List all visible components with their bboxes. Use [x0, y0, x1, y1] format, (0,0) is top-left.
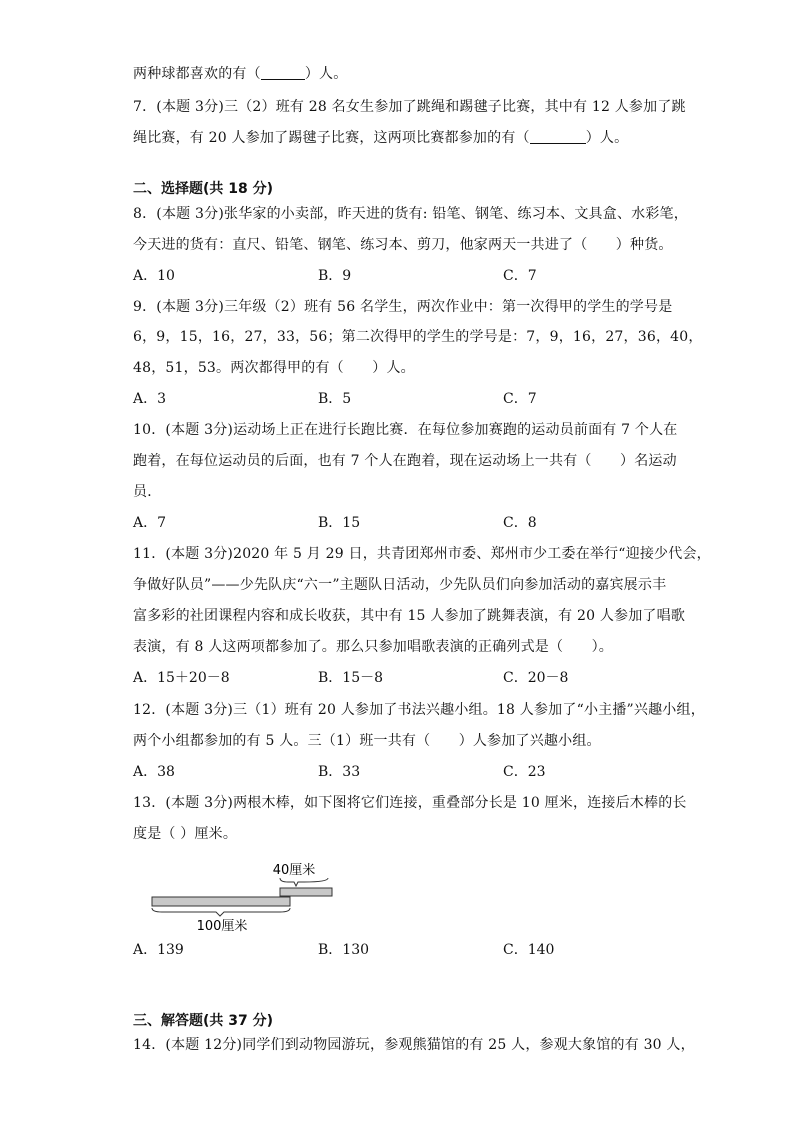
question-11-line-2: 争做好队员”——少先队庆“六一”主题队日活动，少先队员们向参加活动的嘉宾展示丰	[133, 577, 667, 593]
question-10-line-2: 跑着，在每位运动员的后面，也有 7 个人在跑着，现在运动场上一共有（ ）名运动	[133, 453, 677, 469]
long-stick	[152, 897, 290, 906]
option-c[interactable]: C．23	[503, 764, 546, 780]
option-c[interactable]: C．140	[503, 942, 555, 958]
option-a[interactable]: A．15＋20－8	[133, 670, 230, 686]
question-13-line-2: 度是（ ）厘米。	[133, 826, 238, 842]
option-a[interactable]: A．7	[133, 515, 167, 531]
question-11-line-1: 11．(本题 3分)2020 年 5 月 29 日，共青团郑州市委、郑州市少工委在举行“迎接少代会，	[133, 546, 711, 562]
top-length-label: 40厘米	[272, 863, 316, 878]
question-8-line-1: 8．(本题 3分)张华家的小卖部，昨天进的货有: 铅笔、钢笔、练习本、文具盒、水彩笔，	[133, 206, 688, 222]
question-10-line-1: 10．(本题 3分)运动场上正在进行长跑比赛．在每位参加赛跑的运动员前面有 7 个人在	[133, 422, 678, 438]
option-b[interactable]: B．33	[318, 764, 361, 780]
question-9-line-1: 9．(本题 3分)三年级（2）班有 56 名学生，两次作业中：第一次得甲的学生的学号是	[133, 299, 673, 315]
option-a[interactable]: A．139	[133, 942, 184, 958]
section-2-heading: 二、选择题(共 18 分)	[133, 181, 274, 197]
question-11-line-3: 富多彩的社团课程内容和成长收获，其中有 15 人参加了跳舞表演，有 20 人参加了唱歌	[133, 608, 686, 624]
option-b[interactable]: B．15－8	[318, 670, 384, 686]
option-c[interactable]: C．8	[503, 515, 537, 531]
question-12-line-2: 两个小组都参加的有 5 人。三（1）班一共有（ ）人参加了兴趣小组。	[133, 733, 601, 749]
question-10-line-3: 员．	[133, 484, 162, 500]
option-c[interactable]: C．7	[503, 268, 537, 284]
bottom-length-label: 100厘米	[196, 919, 248, 934]
question-7-line-2: 绳比赛，有 20 人参加了踢毽子比赛，这两项比赛都参加的有（ ）人。	[133, 130, 629, 146]
question-12-line-1: 12．(本题 3分)三（1）班有 20 人参加了书法兴趣小组。18 人参加了“小主播”兴趣小组，	[133, 702, 705, 718]
question-9-line-2: 6，9，15，16，27，33，56；第二次得甲的学生的学号是：7，9，16，27，36，40，	[133, 329, 703, 345]
question-11-line-4: 表演，有 8 人这两项都参加了。那么只参加唱歌表演的正确列式是（ ）。	[133, 639, 614, 655]
option-b[interactable]: B．5	[318, 391, 352, 407]
text-line: 两种球都喜欢的有（ ）人。	[133, 66, 348, 82]
option-c[interactable]: C．20－8	[503, 670, 569, 686]
section-3-heading: 三、解答题(共 37 分)	[133, 1013, 274, 1029]
top-brace	[280, 878, 328, 886]
question-14-line-1: 14．(本题 12分)同学们到动物园游玩，参观熊猫馆的有 25 人，参观大象馆的有 30 人，	[133, 1037, 695, 1053]
option-a[interactable]: A．10	[133, 268, 175, 284]
option-a[interactable]: A．38	[133, 764, 175, 780]
question-7-line-1: 7．(本题 3分)三（2）班有 28 名女生参加了跳绳和踢毽子比赛，其中有 12 人参加了跳	[133, 99, 686, 115]
answer-blank[interactable]	[530, 129, 586, 144]
question-8-line-2: 今天进的货有：直尺、铅笔、钢笔、练习本、剪刀，他家两天一共进了（ ）种货。	[133, 237, 673, 253]
option-a[interactable]: A．3	[133, 391, 167, 407]
bottom-brace	[152, 908, 290, 916]
wooden-sticks-figure	[148, 860, 348, 940]
option-b[interactable]: B．15	[318, 515, 361, 531]
question-13-line-1: 13．(本题 3分)两根木棒，如下图将它们连接，重叠部分长是 10 厘米，连接后木棒的长	[133, 795, 687, 811]
option-c[interactable]: C．7	[503, 391, 537, 407]
answer-blank[interactable]	[261, 65, 305, 80]
option-b[interactable]: B．9	[318, 268, 352, 284]
short-stick	[280, 888, 332, 896]
question-9-line-3: 48，51，53。两次都得甲的有（ ）人。	[133, 360, 415, 376]
option-b[interactable]: B．130	[318, 942, 370, 958]
